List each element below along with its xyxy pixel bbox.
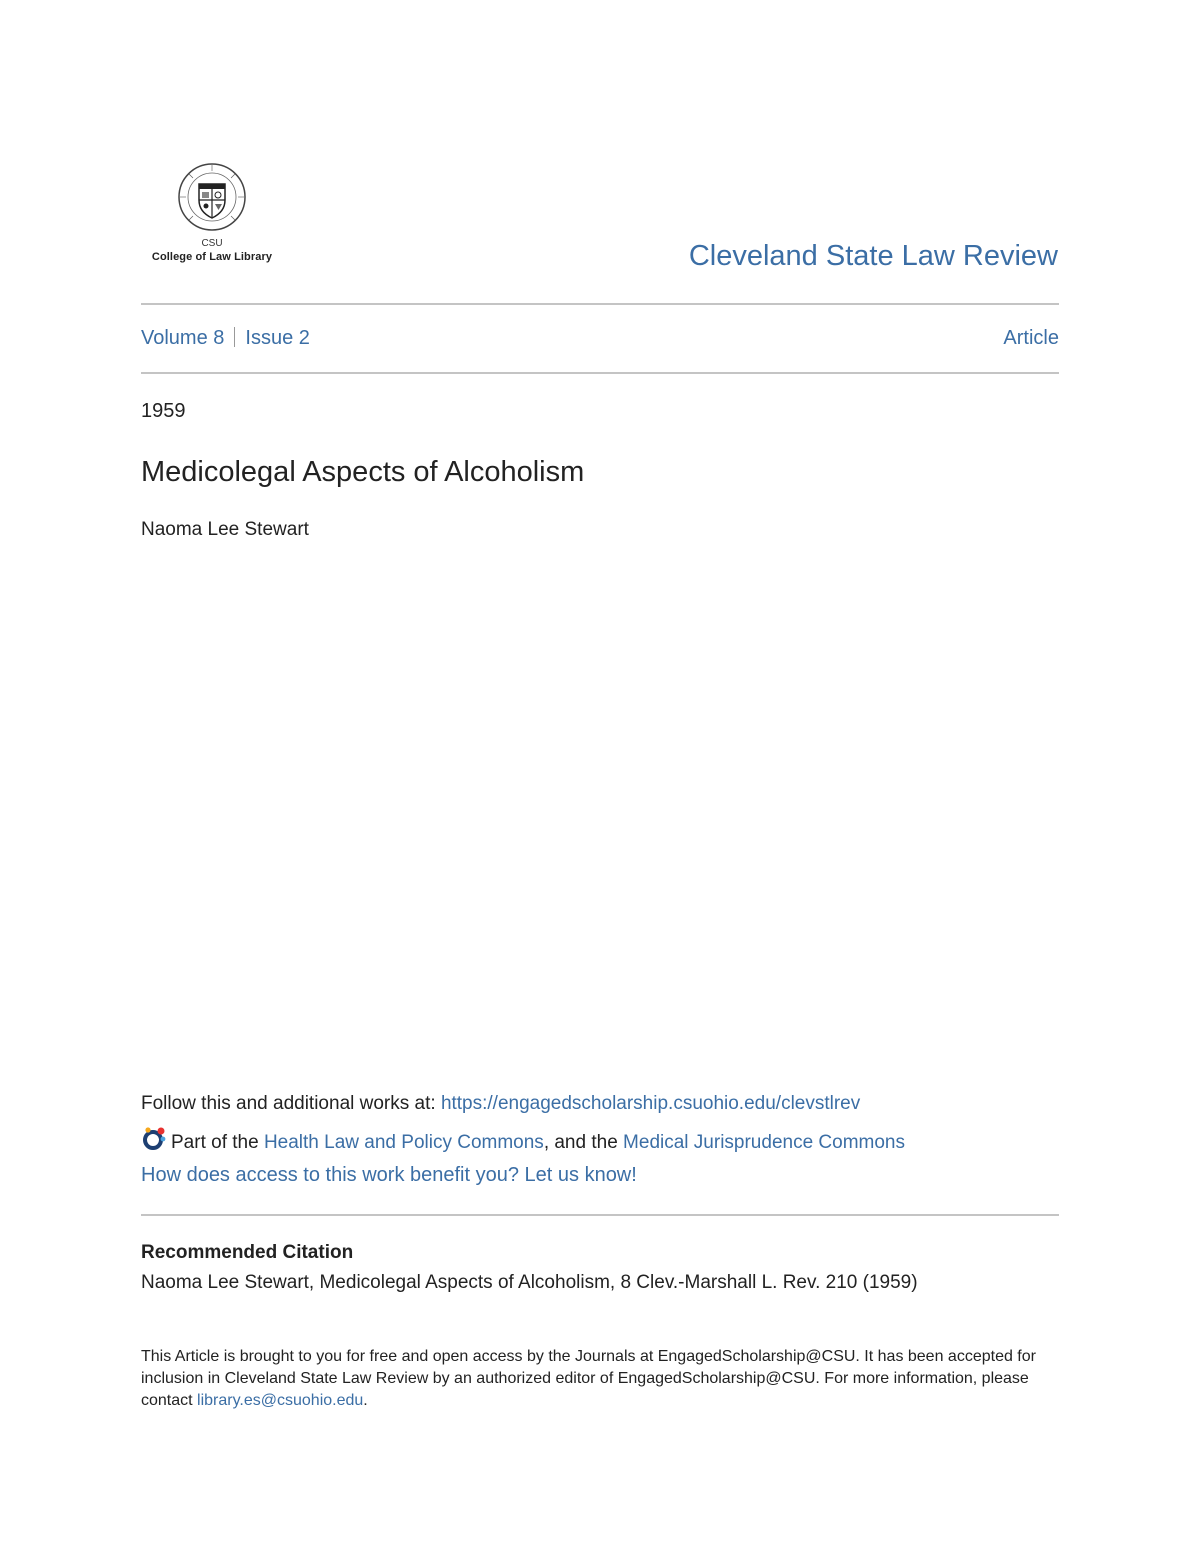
- follow-line: [141, 1093, 860, 1115]
- citation-text: Naoma Lee Stewart, Medicolegal Aspects of Alcoholism, 8 Clev.-Marshall L. Rev. 210 (1959): [141, 1272, 918, 1293]
- logo-abbreviation: CSU: [201, 238, 223, 249]
- part-of-line: [141, 1126, 905, 1154]
- network-commons-icon: [141, 1126, 167, 1152]
- feedback-link[interactable]: How does access to this work benefit you? Let us know!: [141, 1164, 637, 1186]
- university-seal-icon: [177, 162, 247, 232]
- volume-issue-line: [141, 327, 310, 350]
- article-author: Naoma Lee Stewart: [141, 519, 309, 540]
- medical-jurisprudence-commons-link[interactable]: Medical Jurisprudence Commons: [623, 1132, 905, 1153]
- access-notice: [141, 1346, 1051, 1412]
- logo-library-name: College of Law Library: [151, 251, 273, 263]
- article-title: Medicolegal Aspects of Alcoholism: [141, 456, 585, 488]
- divider: [141, 1214, 1059, 1216]
- volume-link[interactable]: Volume 8: [141, 327, 225, 349]
- health-law-commons-link[interactable]: Health Law and Policy Commons: [263, 1132, 544, 1153]
- issue-link[interactable]: Issue 2: [245, 327, 310, 349]
- citation-heading: Recommended Citation: [141, 1242, 354, 1263]
- journal-title-link[interactable]: Cleveland State Law Review: [688, 240, 1058, 272]
- part-of-prefix: Part of the: [171, 1132, 264, 1153]
- article-type-link[interactable]: Article: [1003, 327, 1059, 349]
- divider: [141, 303, 1059, 305]
- divider: [141, 372, 1059, 374]
- separator: [234, 327, 235, 347]
- contact-email-link[interactable]: library.es@csuohio.edu: [197, 1392, 364, 1409]
- collection-url-link[interactable]: https://engagedscholarship.csuohio.edu/clevstlrev: [440, 1093, 861, 1114]
- part-of-middle: , and the: [543, 1132, 624, 1153]
- notice-text: This Article is brought to you for free and open access by the Journals at EngagedScholarship@CSU. It has been accepted for inclusion in Cleveland State Law Review by an authorized editor of EngagedScholarship@CSU. For more information, please contact: [141, 1348, 1036, 1409]
- notice-end: .: [363, 1392, 368, 1409]
- follow-prefix: Follow this and additional works at:: [141, 1093, 441, 1114]
- library-logo: [142, 162, 282, 264]
- publication-year: 1959: [141, 400, 186, 422]
